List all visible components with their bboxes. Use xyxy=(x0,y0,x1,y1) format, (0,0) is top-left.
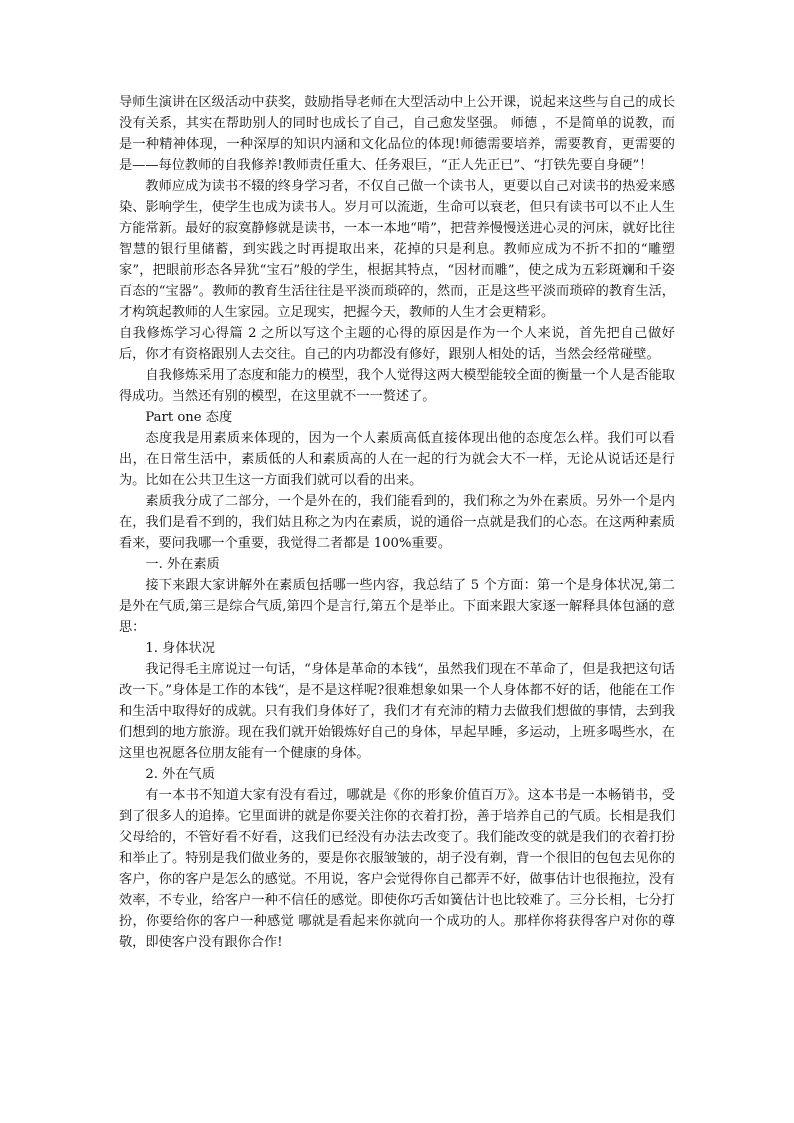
subheading-body-condition: 1. 身体状况 xyxy=(145,641,215,656)
paragraph-6: 素质我分成了二部分，一个是外在的，我们能看到的，我们称之为外在素质。另外一个是内在，我们是看不到的，我们姑且称之为内在素质，说的通俗一点就是我们的心态。在这两种素质看来，要问我哪一个重要，我觉得二者都是 100%重要。 xyxy=(119,494,675,551)
paragraph-5: 态度我是用素质来体现的，因为一个人素质高低直接体现出他的态度怎么样。我们可以看出，在日常生活中，素质低的人和素质高的人在一起的行为就会大不一样，无论从说话还是行为。比如在公共卫生这一方面我们就可以看的出来。 xyxy=(119,431,675,488)
paragraph-8: 我记得毛主席说过一句话，“身体是革命的本钱“，虽然我们现在不革命了，但是我把这句话改一下。”身体是工作的本钱“，是不是这样呢?很难想象如果一个人身体都不好的话，他能在工作和生活中取得好的成就。只有我们身体好了，我们才有充沛的精力去做我们想做的事情，去到我们想到的地方旅游。现在我们就开始锻炼好自己的身体，早起早睡，多运动，上班多喝些水，在这里也祝愿各位朋友能有一个健康的身体。 xyxy=(119,662,675,761)
paragraph-7: 接下来跟大家讲解外在素质包括哪一些内容，我总结了 5 个方面：第一个是身体状况,第二是外在气质,第三是综合气质,第四个是言行,第五个是举止。下面来跟大家逐一解释具体包涵的意思： xyxy=(119,578,675,635)
paragraph-3: 自我修炼学习心得篇 2 之所以写这个主题的心得的原因是作为一个人来说，首先把自己做好后，你才有资格跟别人去交往。自己的内功都没有修好，跟别人相处的话，当然会经常碰壁。 xyxy=(119,326,675,362)
paragraph-2: 教师应成为读书不辍的终身学习者，不仅自己做一个读书人，更要以自己对读书的热爱来感染、影响学生，使学生也成为读书人。岁月可以流逝，生命可以衰老，但只有读书可以不止人生方能常新。最好的寂寞静修就是读书，一本一本地“啃”，把营养慢慢送进心灵的河床，就好比往智慧的银行里储蓄，到实践之时再提取出来，花掉的只是利息。教师应成为不折不扣的“雕塑家”，把眼前形态各异犹“宝石”般的学生，根据其特点，“因材而雕”，使之成为五彩斑斓和千姿百态的“宝器”。教师的教育生活往往是平淡而琐碎的，然而，正是这些平淡而琐碎的教育生活，才构筑起教师的人生家园。立足现实，把握今天，教师的人生才会更精彩。 xyxy=(119,179,675,320)
paragraph-4: 自我修炼采用了态度和能力的模型，我个人觉得这两大模型能较全面的衡量一个人是否能取得成功。当然还有别的模型，在这里就不一一赘述了。 xyxy=(119,368,675,404)
document-page xyxy=(119,92,675,953)
section-heading-outer-quality: 一. 外在素质 xyxy=(145,557,220,572)
paragraph-9: 有一本书不知道大家有没有看过，哪就是《你的形象价值百万》。这本书是一本畅销书，受到了很多人的追捧。它里面讲的就是你要关注你的衣着打扮，善于培养自己的气质。长相是我们父母给的，不管好看不好看，这我们已经没有办法去改变了。我们能改变的就是我们的衣着打扮和举止了。特别是我们做业务的，要是你衣服皱皱的，胡子没有剃，背一个很旧的包包去见你的客户，你的客户是怎么的感觉。不用说，客户会觉得你自己都弄不好，做事估计也很拖拉，没有效率，不专业，给客户一种不信任的感觉。即使你巧舌如簧估计也比较难了。三分长相，七分打扮，你要给你的客户一种感觉 哪就是看起来你就向一个成功的人。那样你将获得客户对你的尊敬，即使客户没有跟你合作! xyxy=(119,788,675,950)
section-heading-part-one: Part one 态度 xyxy=(145,410,233,425)
subheading-outer-temperament: 2. 外在气质 xyxy=(145,767,215,782)
paragraph-1: 导师生演讲在区级活动中获奖，鼓励指导老师在大型活动中上公开课，说起来这些与自己的成长没有关系，其实在帮助别人的同时也成长了自己，自己愈发坚强。 师德 ，不是简单的说教，而是一种精神体现，一种深厚的知识内涵和文化品位的体现!师德需要培养，需要教育，更需要的是——每位教师的自我修养!教师责任重大、任务艰巨，“正人先正已”、“打铁先要自身硬”！ xyxy=(119,95,675,173)
